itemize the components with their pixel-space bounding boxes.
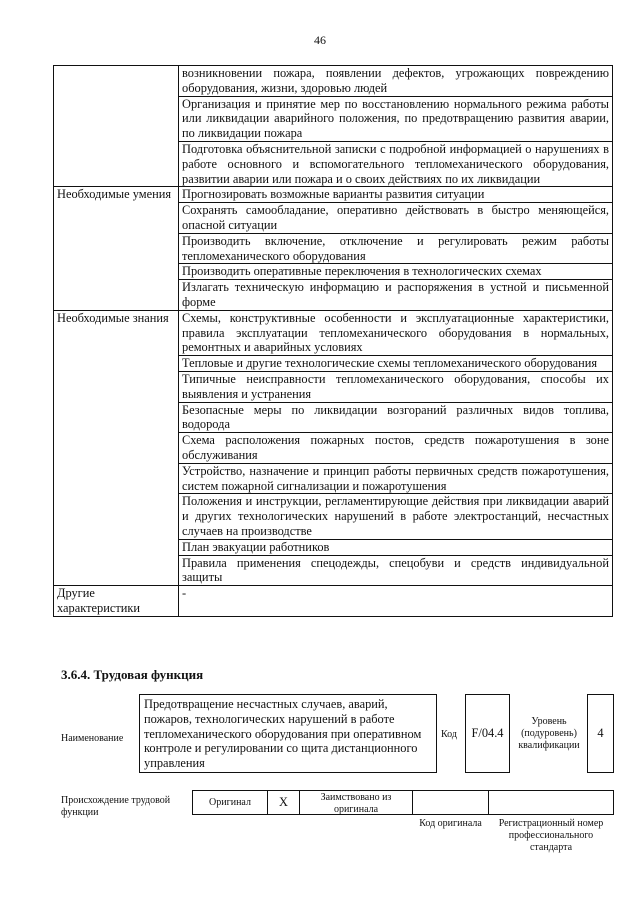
level-label: Уровень (подуровень) квалификации — [518, 716, 580, 751]
origin-row — [192, 790, 614, 815]
page-number: 46 — [314, 33, 326, 47]
original-mark-cell: X — [267, 790, 300, 815]
reg-number-caption: Регистрационный номер профессионального стандарта — [498, 818, 604, 853]
table-cell: Положения и инструкции, регламентирующие действия при ликвидации аварий и других технологических нарушений в работе электростанций, несчастных случаев на производстве — [179, 494, 613, 539]
table-cell: Типичные неисправности тепломеханического оборудования, способы их выявления и устранения — [179, 371, 613, 402]
table-row — [54, 586, 613, 617]
borrowed-cell: Заимствовано из оригинала — [299, 790, 413, 815]
reg-number-cell — [488, 790, 614, 815]
function-code-box: F/04.4 — [465, 694, 510, 773]
table-cell: Подготовка объяснительной записки с подробной информацией о нарушениях в работе основного и вспомогательного тепломеханического оборудования, развитии аварии или пожара и о своих действиях по их ликвидации — [179, 141, 613, 186]
table-cell: - — [179, 586, 613, 617]
table-cell: Безопасные меры по ликвидации возгораний различных видов топлива, водорода — [179, 402, 613, 433]
table-cell: Излагать техническую информацию и распоряжения в устной и письменной форме — [179, 280, 613, 311]
table-row — [54, 66, 613, 97]
table-cell: Организация и принятие мер по восстановлению нормального режима работы или ликвидации аварийного положения, по предотвращению развития аварии, по ликвидации пожара — [179, 96, 613, 141]
level-value-box: 4 — [587, 694, 614, 773]
table-row — [54, 187, 613, 203]
table-cell: Производить оперативные переключения в технологических схемах — [179, 264, 613, 280]
table-cell: Тепловые и другие технологические схемы тепломеханического оборудования — [179, 356, 613, 372]
code-original-caption: Код оригинала — [419, 818, 482, 829]
table-cell: Устройство, назначение и принцип работы первичных средств пожаротушения, систем пожарной сигнализации и пожаротушения — [179, 463, 613, 494]
function-name-box: Предотвращение несчастных случаев, аварий, пожаров, технологических нарушений в работе тепломеханического оборудования при оперативном контроле и регулировании со щита дистанционного управления — [139, 694, 437, 773]
origin-label: Происхождение трудовой функции — [61, 795, 171, 818]
original-code-cell — [412, 790, 489, 815]
table-cell: Схемы, конструктивные особенности и эксплуатационные характеристики, правила эксплуатации тепломеханического оборудования в нормальных, ремонтных и аварийных условиях — [179, 310, 613, 355]
competency-table — [53, 65, 613, 617]
section-title: 3.6.4. Трудовая функция — [61, 667, 204, 682]
table-cell: возникновении пожара, появлении дефектов, угрожающих повреждению оборудования, жизни, здоровью людей — [179, 66, 613, 97]
table-cell: Правила применения спецодежды, спецобуви и средств индивидуальной защиты — [179, 555, 613, 586]
row-label — [54, 66, 179, 187]
table-cell: Сохранять самообладание, оперативно действовать в быстро меняющейся, опасной ситуации — [179, 203, 613, 234]
table-cell: Прогнозировать возможные варианты развития ситуации — [179, 187, 613, 203]
table-cell: План эвакуации работников — [179, 539, 613, 555]
table-row — [54, 310, 613, 355]
table-cell: Схема расположения пожарных постов, средств пожаротушения в зоне обслуживания — [179, 433, 613, 464]
row-label-skills: Необходимые умения — [54, 187, 179, 310]
row-label-knowledge: Необходимые знания — [54, 310, 179, 585]
name-label: Наименование — [61, 733, 124, 744]
code-label: Код — [441, 729, 457, 740]
row-label-other: Другие характеристики — [54, 586, 179, 617]
original-cell: Оригинал — [192, 790, 268, 815]
table-cell: Производить включение, отключение и регулировать режим работы тепломеханического оборудования — [179, 233, 613, 264]
